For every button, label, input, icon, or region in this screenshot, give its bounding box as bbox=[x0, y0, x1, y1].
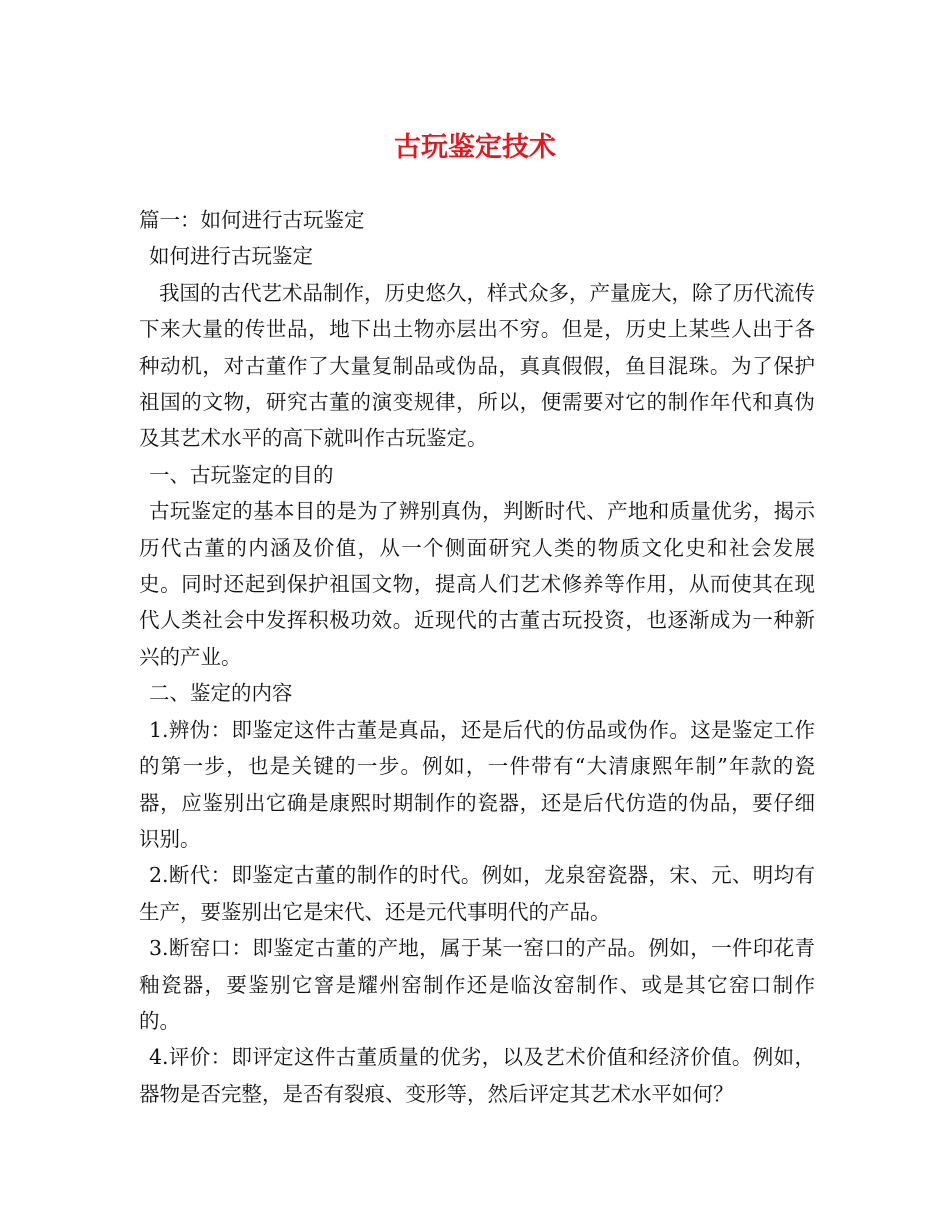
paragraph-purpose: 古玩鉴定的基本目的是为了辨别真伪，判断时代、产地和质量优劣，揭示历代古董的内涵及价值，从一个侧面研究人类的物质文化史和社会发展史。同时还起到保护祖国文物，提高人们艺术修养等作用，从而使其在现代人类社会中发挥积极功效。近现代的古董古玩投资，也逐渐成为一种新兴的产业。 bbox=[139, 499, 815, 669]
document-title: 古玩鉴定技术 bbox=[394, 132, 556, 163]
subheading-purpose: 一、古玩鉴定的目的 bbox=[149, 462, 334, 487]
subheading-content: 二、鉴定的内容 bbox=[149, 681, 293, 706]
paragraph-item-1: 1.辨伪：即鉴定这件古董是真品，还是后代的仿品或伪作。这是鉴定工作的第一步，也是关键的一步。例如，一件带有“大清康熙年制”年款的瓷器，应鉴别出它确是康熙时期制作的瓷器，还是后代仿造的伪品，要仔细识别。 bbox=[139, 717, 815, 851]
article-title: 如何进行古玩鉴定 bbox=[149, 244, 313, 269]
document-body bbox=[139, 202, 815, 1112]
paragraph-item-2: 2.断代：即鉴定古董的制作的时代。例如，龙泉窑瓷器，宋、元、明均有生产，要鉴别出它是宋代、还是元代事明代的产品。 bbox=[139, 863, 815, 924]
paragraph-item-4: 4.评价：即评定这件古董质量的优劣，以及艺术价值和经济价值。例如，器物是否完整，是否有裂痕、变形等，然后评定其艺术水平如何？ bbox=[139, 1045, 815, 1106]
paragraph-intro: 我国的古代艺术品制作，历史悠久，样式众多，产量庞大，除了历代流传下来大量的传世品，地下出土物亦层出不穷。但是，历史上某些人出于各种动机，对古董作了大量复制品或伪品，真真假假，鱼目混珠。为了保护祖国的文物，研究古董的演变规律，所以，便需要对它的制作年代和真伪及其艺术水平的高下就叫作古玩鉴定。 bbox=[139, 280, 815, 451]
paragraph-item-3: 3.断窑口：即鉴定古董的产地，属于某一窑口的产品。例如，一件印花青釉瓷器，要鉴别它窨是耀州窑制作还是临汝窑制作、或是其它窑口制作的。 bbox=[139, 936, 815, 1033]
section-heading: 篇一：如何进行古玩鉴定 bbox=[139, 208, 365, 232]
